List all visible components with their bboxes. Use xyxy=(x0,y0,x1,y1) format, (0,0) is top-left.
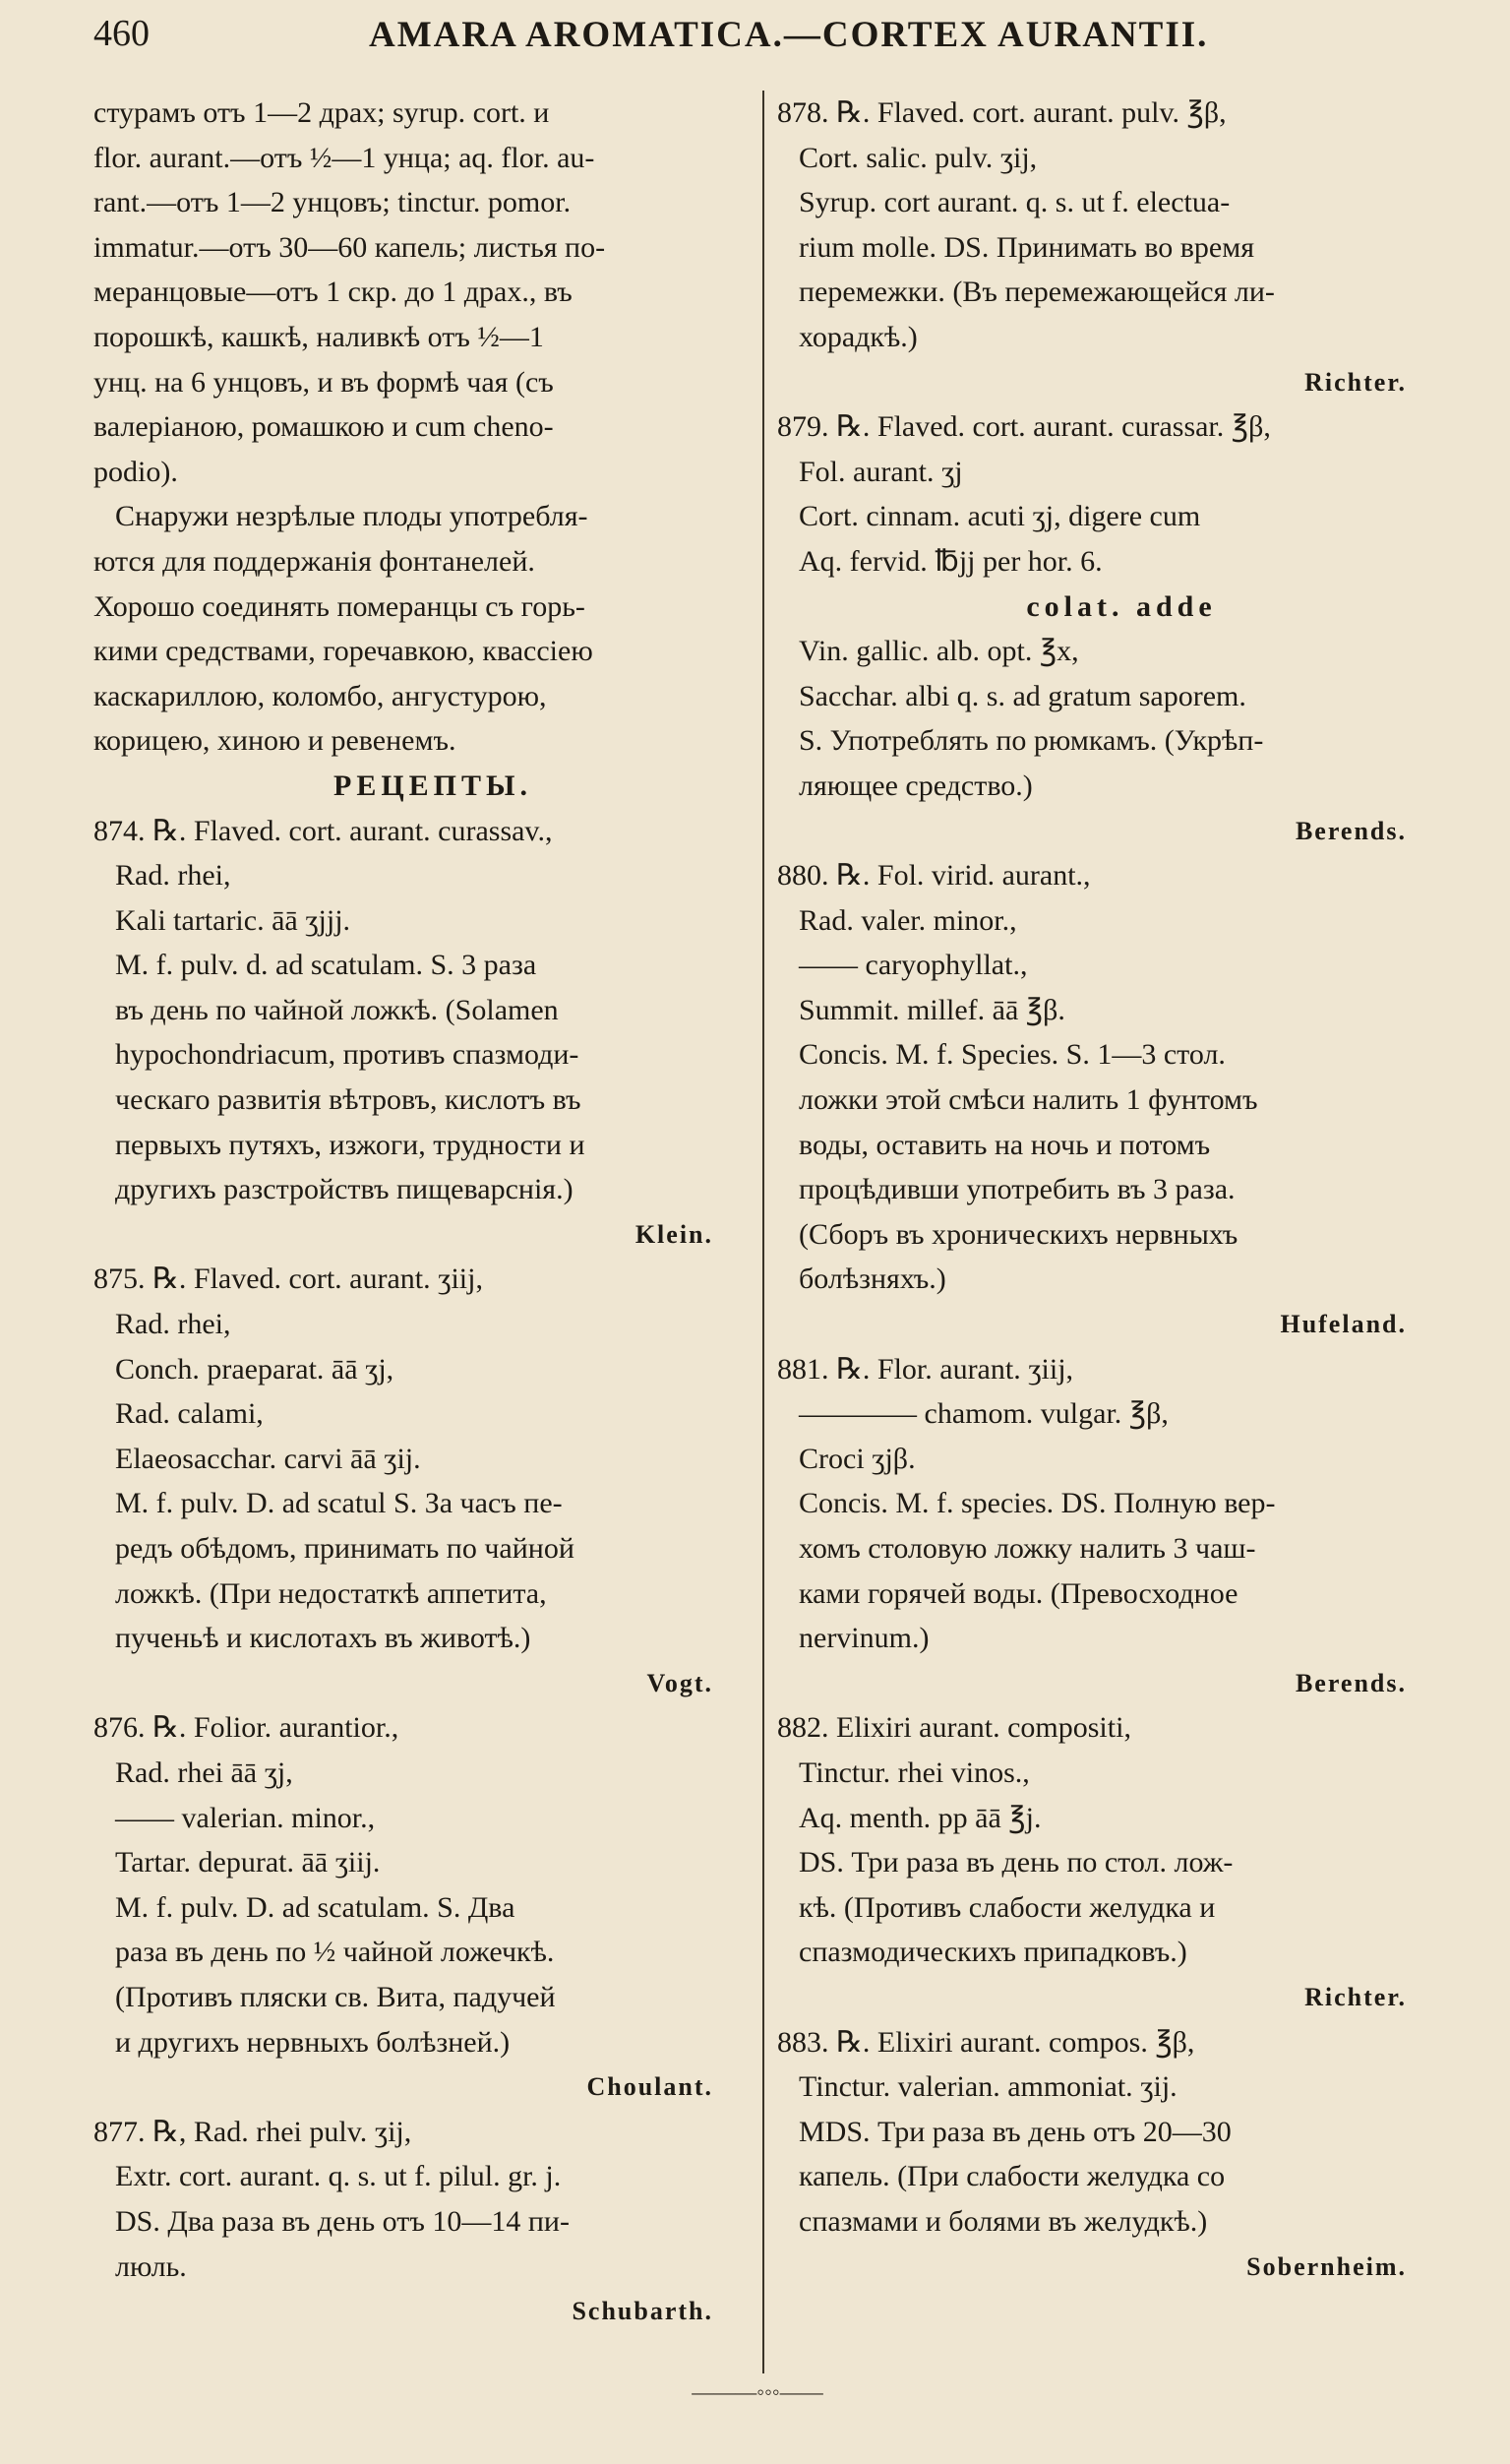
left-column-line: Extr. cort. aurant. q. s. ut f. pilul. gr. j. xyxy=(115,2160,562,2193)
right-column-line: Hufeland. xyxy=(1280,1310,1407,1339)
left-column-line: DS. Два раза въ день отъ 10—14 пи- xyxy=(115,2204,570,2238)
left-column-line: ческаго развитія вѣтровъ, кислотъ въ xyxy=(115,1083,581,1117)
right-column-line: Tinctur. valerian. ammoniat. ʒij. xyxy=(799,2070,1178,2104)
left-column-line: Kali tartaric. āā ʒjjj. xyxy=(115,903,351,937)
left-column-line: стурамъ отъ 1—2 драх; syrup. cort. и xyxy=(93,96,550,129)
left-column-line: ются для поддержанія фонтанелей. xyxy=(93,544,535,578)
left-column-line: Rad. rhei, xyxy=(115,859,231,893)
left-column-line: ложкѣ. (При недостаткѣ аппетита, xyxy=(115,1576,547,1610)
left-column xyxy=(93,91,772,2334)
right-column-line: rium molle. DS. Принимать во время xyxy=(799,230,1254,264)
right-column-line: 879. ℞. Flaved. cort. aurant. curassar. ℥β, xyxy=(777,410,1271,444)
left-column-line: rant.—отъ 1—2 унцовъ; tinctur. pomor. xyxy=(93,186,572,219)
right-column-line: Aq. menth. pp āā ℥j. xyxy=(799,1801,1042,1834)
left-column-line: Хорошо соединять померанцы съ горь- xyxy=(93,589,585,623)
right-column-line: Cort. cinnam. acuti ʒj, digere cum xyxy=(799,500,1201,533)
left-column-line: M. f. pulv. D. ad scatulam. S. Два xyxy=(115,1890,515,1924)
right-column-line: Concis. M. f. Species. S. 1—3 стол. xyxy=(799,1038,1226,1072)
left-column-line: Klein. xyxy=(634,1219,713,1249)
column-divider xyxy=(762,91,764,2373)
right-column-line: воды, оставить на ночь и потомъ xyxy=(799,1128,1211,1161)
left-column-line: и другихъ нервныхъ болѣзней.) xyxy=(115,2025,511,2059)
right-column-line: —— caryophyllat., xyxy=(799,949,1028,982)
left-column-line: валеріаною, ромашкою и cum cheno- xyxy=(93,410,554,444)
right-column-line: кѣ. (Противъ слабости желудка и xyxy=(799,1890,1216,1924)
right-column-line: 881. ℞. Flor. aurant. ʒiij, xyxy=(777,1352,1074,1386)
right-column-line: Aq. fervid. ℔jj per hor. 6. xyxy=(799,544,1103,578)
left-column-line: podio). xyxy=(93,455,178,488)
right-column-line: Croci ʒjβ. xyxy=(799,1442,916,1475)
right-column-line: Concis. M. f. species. DS. Полную вер- xyxy=(799,1487,1276,1520)
right-column-line: 883. ℞. Elixiri aurant. compos. ℥β, xyxy=(777,2025,1195,2059)
page-number: 460 xyxy=(93,13,150,54)
left-column-line: Снаружи незрѣлые плоды употребля- xyxy=(115,500,588,533)
left-column-line: 874. ℞. Flaved. cort. aurant. curassav., xyxy=(93,814,553,847)
left-column-line: корицею, хиною и ревенемъ. xyxy=(93,724,456,758)
left-column-line: hypochondriacum, противъ спазмоди- xyxy=(115,1038,579,1072)
left-column-line: унц. на 6 унцовъ, и въ формѣ чая (съ xyxy=(93,365,554,399)
right-column-line: Berends. xyxy=(1295,1668,1407,1697)
left-column-line: Schubarth. xyxy=(572,2297,713,2326)
left-column-line: (Противъ пляски св. Вита, падучей xyxy=(115,1980,556,2013)
left-column-line: Choulant. xyxy=(586,2072,713,2102)
left-column-line: люль. xyxy=(115,2249,187,2283)
running-head: AMARA AROMATICA.—CORTEX AURANTII. xyxy=(369,15,1209,55)
left-column-line: Conch. praeparat. āā ʒj, xyxy=(115,1352,394,1386)
left-column-line: Vogt. xyxy=(646,1668,713,1697)
left-column-line: порошкѣ, кашкѣ, наливкѣ отъ ½—1 xyxy=(93,320,544,353)
left-column-line: Rad. rhei āā ʒj, xyxy=(115,1756,293,1789)
right-column-line: болѣзняхъ.) xyxy=(799,1263,946,1296)
left-column-line: Tartar. depurat. āā ʒiij. xyxy=(115,1846,381,1879)
right-column-line: спазмами и болями въ желудкѣ.) xyxy=(799,2204,1208,2238)
right-column-line: хорадкѣ.) xyxy=(799,320,918,353)
right-column-line: Sacchar. albi q. s. ad gratum saporem. xyxy=(799,679,1246,712)
right-column-line: Richter. xyxy=(1304,1982,1407,2011)
right-column-line: MDS. Три раза въ день отъ 20—30 xyxy=(799,2115,1232,2148)
right-column-line: Sobernheim. xyxy=(1246,2251,1407,2281)
right-column-line: colat. adde xyxy=(1026,589,1217,623)
right-column-line: ———— chamom. vulgar. ℥β, xyxy=(799,1397,1169,1431)
left-column-line: пученьѣ и кислотахъ въ животѣ.) xyxy=(115,1622,531,1655)
left-column-line: 877. ℞, Rad. rhei pulv. ʒij, xyxy=(93,2115,412,2148)
right-column-line: DS. Три раза въ день по стол. лож- xyxy=(799,1846,1234,1879)
right-column-line: Summit. millef. āā ℥β. xyxy=(799,993,1065,1026)
left-column-line: меранцовые—отъ 1 скр. до 1 драх., въ xyxy=(93,276,573,309)
right-column-line: ками горячей воды. (Превосходное xyxy=(799,1576,1238,1610)
left-column-line: каскариллою, коломбо, ангустурою, xyxy=(93,679,547,712)
right-column-line: Berends. xyxy=(1295,816,1407,845)
left-column-line: M. f. pulv. d. ad scatulam. S. 3 раза xyxy=(115,949,537,982)
left-column-line: Rad. rhei, xyxy=(115,1308,231,1341)
left-column-line: раза въ день по ½ чайной ложечкѣ. xyxy=(115,1936,555,1969)
left-column-line: 875. ℞. Flaved. cort. aurant. ʒiij, xyxy=(93,1263,483,1296)
left-column-line: M. f. pulv. D. ad scatul S. За часъ пе- xyxy=(115,1487,563,1520)
left-column-line: другихъ разстройствъ пищеварснія.) xyxy=(115,1173,574,1206)
left-column-line: Elaeosacchar. carvi āā ʒij. xyxy=(115,1442,421,1475)
right-column xyxy=(777,91,1466,2289)
right-column-line: Fol. aurant. ʒj xyxy=(799,455,963,488)
right-column-line: Vin. gallic. alb. opt. ℥x, xyxy=(799,635,1079,668)
right-column-line: S. Употреблять по рюмкамъ. (Укрѣп- xyxy=(799,724,1264,758)
right-column-line: капель. (При слабости желудка со xyxy=(799,2160,1226,2193)
left-column-line: кими средствами, горечавкою, квассіею xyxy=(93,635,593,668)
left-column-line: Rad. calami, xyxy=(115,1397,264,1431)
left-column-line: въ день по чайной ложкѣ. (Solamen xyxy=(115,993,559,1026)
right-column-line: спазмодическихъ припадковъ.) xyxy=(799,1936,1187,1969)
left-column-line: flor. aurant.—отъ ½—1 унца; aq. flor. au- xyxy=(93,141,595,174)
right-column-line: хомъ столовую ложку налить 3 чаш- xyxy=(799,1532,1256,1565)
right-column-line: ложки этой смѣси налить 1 фунтомъ xyxy=(799,1083,1258,1117)
right-column-line: Rad. valer. minor., xyxy=(799,903,1017,937)
page-header xyxy=(93,12,1402,59)
right-column-line: Syrup. cort aurant. q. s. ut f. electua- xyxy=(799,186,1231,219)
right-column-line: перемежки. (Въ перемежающейся ли- xyxy=(799,276,1275,309)
right-column-line: Cort. salic. pulv. ʒij, xyxy=(799,141,1038,174)
footer-ornament: ———◦◦◦—— xyxy=(692,2379,823,2404)
right-column-line: ляющее средство.) xyxy=(799,769,1033,802)
left-column-line: первыхъ путяхъ, изжоги, трудности и xyxy=(115,1128,585,1161)
right-column-line: процѣдивши употребить въ 3 раза. xyxy=(799,1173,1236,1206)
left-column-line: редъ обѣдомъ, принимать по чайной xyxy=(115,1532,574,1565)
left-column-line: РЕЦЕПТЫ. xyxy=(333,769,532,802)
right-column-line: Richter. xyxy=(1304,367,1407,397)
left-column-line: immatur.—отъ 30—60 капель; листья по- xyxy=(93,230,606,264)
left-column-line: 876. ℞. Folior. aurantior., xyxy=(93,1711,399,1745)
left-column-line: —— valerian. minor., xyxy=(115,1801,376,1834)
right-column-line: Tinctur. rhei vinos., xyxy=(799,1756,1030,1789)
right-column-line: 882. Elixiri aurant. compositi, xyxy=(777,1711,1131,1745)
right-column-line: 878. ℞. Flaved. cort. aurant. pulv. ℥β, xyxy=(777,96,1227,129)
right-column-line: (Сборъ въ хроническихъ нервныхъ xyxy=(799,1217,1238,1251)
right-column-line: nervinum.) xyxy=(799,1622,930,1655)
right-column-line: 880. ℞. Fol. virid. aurant., xyxy=(777,859,1091,893)
